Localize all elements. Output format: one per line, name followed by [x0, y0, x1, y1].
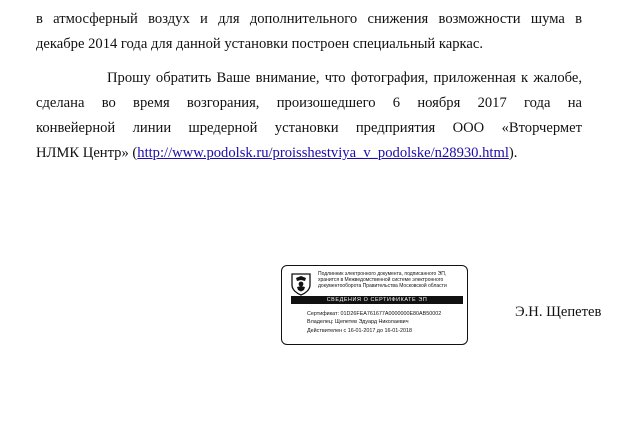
text-line: сделана во время возгорания, произошедшего 6 ноября 2017 года на: [36, 95, 582, 111]
certificate-owner: Владелец: Щепетев Эдуард Николаевич: [307, 319, 409, 326]
paragraph-photo-fire: [36, 66, 582, 166]
text-line: декабре 2014 года для данной установки построен специальный каркас.: [36, 36, 484, 52]
text-line: в атмосферный воздух и для дополнительного снижения возможности шума в: [36, 11, 582, 27]
text-line-with-link: [36, 141, 582, 166]
stamp-header: [318, 271, 464, 290]
text-before-link: НЛМК Центр» (: [36, 145, 138, 161]
certificate-validity: Действителен с 16-01-2017 до 16-01-2018: [307, 327, 413, 334]
stamp-header-line: хранится в Межведомственной системе электронного: [318, 277, 444, 284]
text-line: конвейерной линии шредерной установки предприятия ООО «Вторчермет: [36, 120, 582, 136]
text-after-link: ).: [508, 145, 518, 161]
moscow-region-coat-of-arms-icon: [290, 272, 312, 296]
certificate-details: [307, 310, 465, 335]
paragraph-noise-frame: [36, 7, 582, 57]
stamp-header-line: Подлинник электронного документа, подписанного ЭП,: [318, 271, 447, 277]
electronic-signature-stamp: [281, 265, 468, 345]
news-article-link[interactable]: http://www.podolsk.ru/proisshestviya_v_podolske/n28930.html: [137, 145, 509, 161]
certificate-info-bar: СВЕДЕНИЯ О СЕРТИФИКАТЕ ЭП: [291, 296, 463, 304]
text-line: Прошу обратить Ваше внимание, что фотография, приложенная к жалобе,: [107, 70, 582, 86]
certificate-number: Сертификат: 01D26FEA761677A0000000E80AB50002: [307, 311, 442, 317]
signatory-name: Э.Н. Щепетев: [515, 304, 602, 320]
stamp-header-line: документооборота Правительства Московской области: [318, 283, 447, 290]
